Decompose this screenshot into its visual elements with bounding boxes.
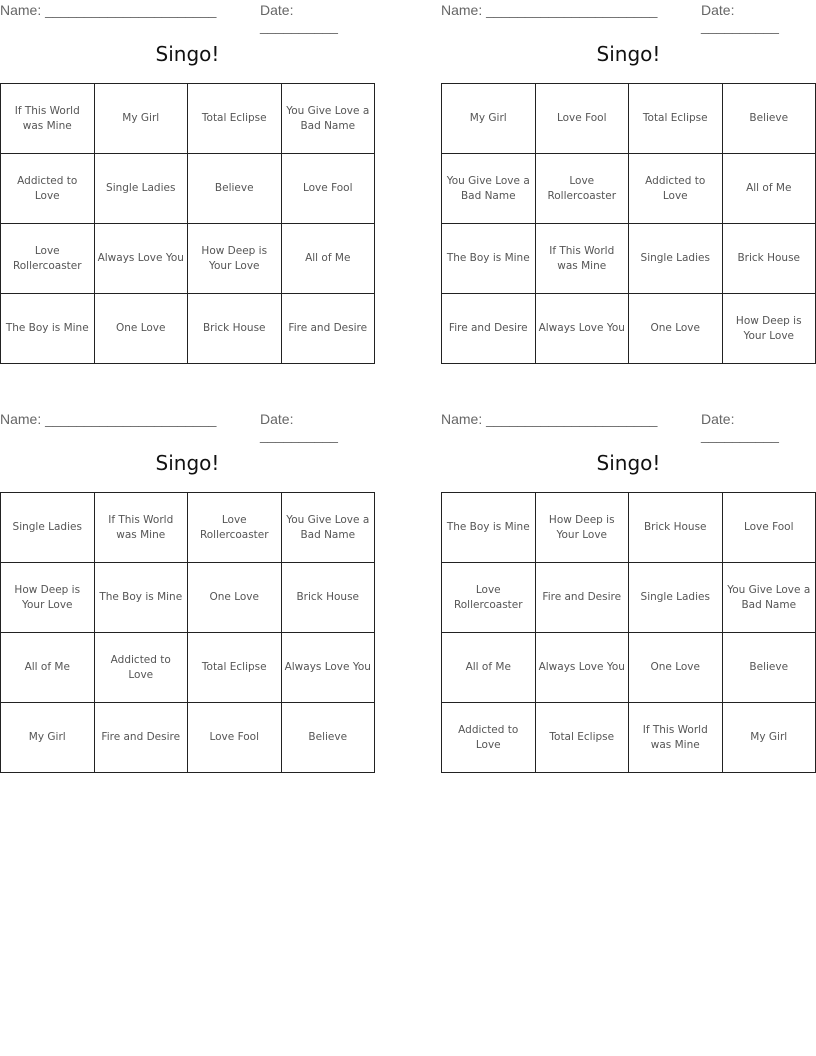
bingo-card — [441, 0, 816, 342]
grid-cell: Brick House — [629, 493, 723, 563]
grid-row — [442, 224, 816, 294]
name-field[interactable]: Name: ______________________ — [441, 411, 658, 427]
grid-cell: How Deep is Your Love — [188, 224, 282, 294]
grid-cell: If This World was Mine — [535, 224, 629, 294]
grid-cell: The Boy is Mine — [94, 563, 188, 633]
grid-cell: Brick House — [188, 294, 282, 364]
grid-cell: My Girl — [94, 84, 188, 154]
grid-cell: How Deep is Your Love — [1, 563, 95, 633]
grid-cell: Fire and Desire — [535, 563, 629, 633]
grid-cell: Love Fool — [281, 154, 375, 224]
grid-cell: Brick House — [722, 224, 816, 294]
bingo-grid — [0, 83, 375, 364]
name-field[interactable]: Name: ______________________ — [0, 411, 217, 427]
grid-row — [442, 294, 816, 364]
grid-cell: Addicted to Love — [94, 633, 188, 703]
grid-cell: Believe — [722, 633, 816, 703]
grid-cell: Single Ladies — [629, 224, 723, 294]
grid-cell: If This World was Mine — [629, 703, 723, 773]
grid-cell: Always Love You — [94, 224, 188, 294]
card-header — [441, 0, 816, 34]
grid-cell: Brick House — [281, 563, 375, 633]
grid-row — [1, 703, 375, 773]
grid-cell: If This World was Mine — [94, 493, 188, 563]
grid-cell: All of Me — [1, 633, 95, 703]
grid-cell: Believe — [188, 154, 282, 224]
bingo-grid — [0, 492, 375, 773]
grid-cell: Addicted to Love — [442, 703, 536, 773]
card-title: Singo! — [596, 451, 661, 475]
grid-cell: Love Rollercoaster — [188, 493, 282, 563]
bingo-card — [0, 0, 375, 334]
grid-cell: Single Ladies — [94, 154, 188, 224]
card-title: Singo! — [155, 451, 220, 475]
bingo-card — [441, 409, 816, 751]
grid-cell: One Love — [629, 633, 723, 703]
grid-cell: Single Ladies — [1, 493, 95, 563]
grid-cell: How Deep is Your Love — [722, 294, 816, 364]
grid-cell: One Love — [94, 294, 188, 364]
grid-cell: Love Rollercoaster — [442, 563, 536, 633]
grid-cell: You Give Love a Bad Name — [281, 493, 375, 563]
date-field[interactable]: Date: __________ — [701, 411, 779, 443]
name-field[interactable]: Name: ______________________ — [441, 2, 658, 18]
grid-cell: My Girl — [442, 84, 536, 154]
grid-cell: The Boy is Mine — [442, 224, 536, 294]
grid-cell: Single Ladies — [629, 563, 723, 633]
grid-cell: The Boy is Mine — [442, 493, 536, 563]
bingo-grid — [441, 83, 816, 364]
grid-cell: Love Rollercoaster — [535, 154, 629, 224]
grid-cell: Fire and Desire — [94, 703, 188, 773]
grid-row — [442, 493, 816, 563]
grid-cell: You Give Love a Bad Name — [281, 84, 375, 154]
grid-cell: Love Rollercoaster — [1, 224, 95, 294]
grid-row — [442, 563, 816, 633]
grid-cell: Total Eclipse — [188, 633, 282, 703]
name-field[interactable]: Name: ______________________ — [0, 2, 217, 18]
grid-cell: Total Eclipse — [188, 84, 282, 154]
grid-cell: Always Love You — [535, 294, 629, 364]
grid-row — [442, 154, 816, 224]
grid-cell: If This World was Mine — [1, 84, 95, 154]
grid-cell: Always Love You — [535, 633, 629, 703]
grid-cell: Believe — [722, 84, 816, 154]
grid-row — [442, 84, 816, 154]
grid-cell: All of Me — [722, 154, 816, 224]
grid-row — [1, 633, 375, 703]
card-title: Singo! — [155, 42, 220, 66]
grid-row — [1, 154, 375, 224]
grid-cell: One Love — [629, 294, 723, 364]
grid-cell: Fire and Desire — [442, 294, 536, 364]
grid-cell: Total Eclipse — [629, 84, 723, 154]
grid-row — [442, 633, 816, 703]
grid-row — [442, 703, 816, 773]
card-header — [0, 0, 375, 34]
grid-cell: Love Fool — [722, 493, 816, 563]
grid-cell: My Girl — [1, 703, 95, 773]
grid-cell: Addicted to Love — [629, 154, 723, 224]
grid-cell: Love Fool — [188, 703, 282, 773]
date-field[interactable]: Date: __________ — [260, 411, 338, 443]
grid-row — [1, 493, 375, 563]
date-field[interactable]: Date: __________ — [260, 2, 338, 34]
bingo-grid — [441, 492, 816, 773]
grid-cell: Fire and Desire — [281, 294, 375, 364]
card-header — [441, 409, 816, 443]
grid-cell: Believe — [281, 703, 375, 773]
grid-cell: Love Fool — [535, 84, 629, 154]
grid-cell: Always Love You — [281, 633, 375, 703]
grid-cell: The Boy is Mine — [1, 294, 95, 364]
date-field[interactable]: Date: __________ — [701, 2, 779, 34]
grid-cell: Total Eclipse — [535, 703, 629, 773]
grid-row — [1, 294, 375, 364]
grid-cell: My Girl — [722, 703, 816, 773]
grid-cell: You Give Love a Bad Name — [722, 563, 816, 633]
grid-cell: Addicted to Love — [1, 154, 95, 224]
grid-cell: All of Me — [281, 224, 375, 294]
grid-row — [1, 563, 375, 633]
card-title: Singo! — [596, 42, 661, 66]
grid-cell: You Give Love a Bad Name — [442, 154, 536, 224]
grid-row — [1, 84, 375, 154]
grid-cell: All of Me — [442, 633, 536, 703]
card-header — [0, 409, 375, 443]
bingo-card — [0, 409, 375, 743]
grid-cell: One Love — [188, 563, 282, 633]
grid-cell: How Deep is Your Love — [535, 493, 629, 563]
grid-row — [1, 224, 375, 294]
